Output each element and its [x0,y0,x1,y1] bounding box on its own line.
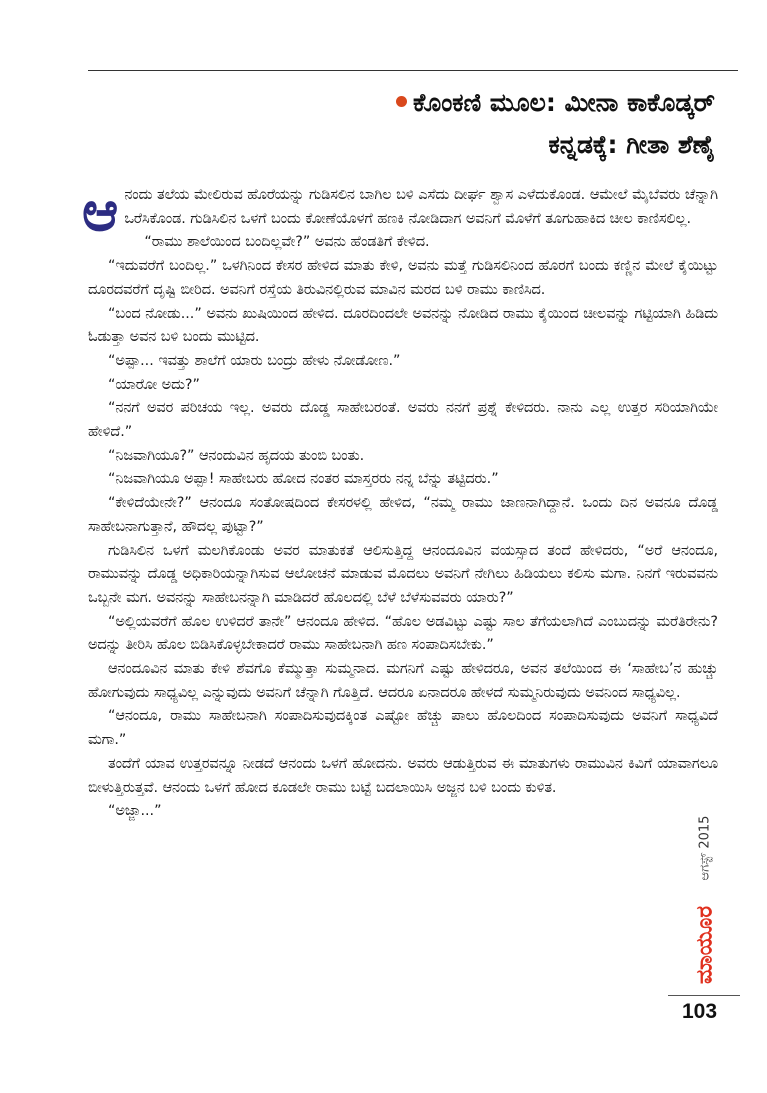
story-paragraph: ಆನಂದೂವಿನ ಮಾತು ಕೇಳಿ ಶೆವಗೊ ಕೆಮ್ಮುತ್ತಾ ಸುಮ್ಮನಾದ. ಮಗನಿಗೆ ಎಷ್ಟು ಹೇಳಿದರೂ, ಅವನ ತಲೆಯಿಂದ ಈ ‘ಸಾಹೇಬ’ನ ಹುಚ್ಚು ಹೋಗುವುದು ಸಾಧ್ಯವಿಲ್ಲ ಎನ್ನುವುದು ಅವನಿಗೆ ಚೆನ್ನಾಗಿ ಗೊತ್ತಿದೆ. ಆದರೂ ಏನಾದರೂ ಹೇಳದೆ ಸುಮ್ಮನಿರುವುದು ಅವನಿಂದ ಸಾಧ್ಯವಿಲ್ಲ. [88,661,718,701]
story-paragraph: “ನನಗೆ ಅವರ ಪರಿಚಯ ಇಲ್ಲ. ಅವರು ದೊಡ್ಡ ಸಾಹೇಬರಂತೆ. ಅವರು ನನಗೆ ಪ್ರಶ್ನೆ ಕೇಳಿದರು. ನಾನು ಎಲ್ಲ ಉತ್ತರ ಸರಿಯಾಗಿಯೇ ಹೇಳಿದೆ.” [88,400,718,441]
magazine-logo: ಮಾಯೂರ [692,906,718,984]
story-paragraph: “ನಿಜವಾಗಿಯೂ?” ಆನಂದುವಿನ ಹೃದಯ ತುಂಬಿ ಬಂತು. [108,447,365,464]
bullet-icon [396,96,407,107]
author-text: ಕೊಂಕಣಿ ಮೂಲ: ಮೀನಾ ಕಾಕೊಡ್ಕರ್ [413,88,715,117]
story-paragraph: “ಅಜ್ಜಾ...” [108,803,162,820]
story-paragraph: “ಅಪ್ಪಾ... ಇವತ್ತು ಶಾಲೆಗೆ ಯಾರು ಬಂದ್ರು ಹೇಳು ನೋಡೋಣ.” [108,352,401,369]
story-body [82,179,718,824]
story-paragraph: “ಯಾರೋ ಅದು?” [108,376,200,393]
story-paragraph: “ಅಲ್ಲಿಯವರೆಗೆ ಹೊಲ ಉಳಿದರೆ ತಾನೇ” ಆನಂದೂ ಹೇಳಿದ. “ಹೊಲ ಅಡವಿಟ್ಟು ಎಷ್ಟು ಸಾಲ ತೆಗೆಯಲಾಗಿದೆ ಎಂಬುದನ್ನು ಮರೆತಿರೇನು? ಅದನ್ನು ತೀರಿಸಿ ಹೊಲ ಬಿಡಿಸಿಕೊಳ್ಳಬೇಕಾದರೆ ರಾಮು ಸಾಹೇಬನಾಗಿ ಹಣ ಸಂಪಾದಿಸಬೇಕು.” [88,613,718,654]
story-paragraph: ತಂದೆಗೆ ಯಾವ ಉತ್ತರವನ್ನೂ ನೀಡದೆ ಆನಂದು ಒಳಗೆ ಹೋದನು. ಅವರು ಆಡುತ್ತಿರುವ ಈ ಮಾತುಗಳು ರಾಮುವಿನ ಕಿವಿಗೆ ಯಾವಾಗಲೂ ಬೀಳುತ್ತಿರುತ್ತವೆ. ಆನಂದು ಒಳಗೆ ಹೋದ ಕೂಡಲೇ ರಾಮು ಬಟ್ಟೆ ಬದಲಾಯಿಸಿ ಅಜ್ಜನ ಬಳಿ ಬಂದು ಕುಳಿತ. [88,755,718,796]
story-paragraph: ಗುಡಿಸಿಲಿನ ಒಳಗೆ ಮಲಗಿಕೊಂಡು ಅವರ ಮಾತುಕತೆ ಆಲಿಸುತ್ತಿದ್ದ ಆನಂದೂವಿನ ವಯಸ್ಸಾದ ತಂದೆ ಹೇಳಿದರು, “ಅರೆ ಆನಂದೂ, ರಾಮುವನ್ನು ದೊಡ್ಡ ಅಧಿಕಾರಿಯನ್ನಾಗಿಸುವ ಆಲೋಚನೆ ಮಾಡುವ ಮೊದಲು ಅವನಿಗೆ ನೇಗಿಲು ಹಿಡಿಯಲು ಕಲಿಸು ಮಗಾ. ನಿನಗೆ ಇರುವವನು ಒಬ್ಬನೇ ಮಗ. ಅವನನ್ನು ಸಾಹೇಬನನ್ನಾಗಿ ಮಾಡಿದರೆ ಹೊಲದಲ್ಲಿ ಬೆಳೆ ಬೆಳೆಸುವವರು ಯಾರು?” [88,542,718,606]
story-paragraph: “ಕೇಳಿದೆಯೇನೇ?” ಆನಂದೂ ಸಂತೋಷದಿಂದ ಕೇಸರಳಲ್ಲಿ ಹೇಳಿದ, “ನಮ್ಮ ರಾಮು ಜಾಣನಾಗಿದ್ದಾನೆ. ಒಂದು ದಿನ ಅವನೂ ದೊಡ್ಡ ಸಾಹೇಬನಾಗುತ್ತಾನೆ, ಹೌದಲ್ಲ ಪುಟ್ಟಾ?” [88,495,718,535]
story-paragraph: “ಬಂದ ನೋಡು...” ಅವನು ಖುಷಿಯಿಂದ ಹೇಳಿದ. ದೂರದಿಂದಲೇ ಅವನನ್ನು ನೋಡಿದ ರಾಮು ಕೈಯಿಂದ ಚೀಲವನ್ನು ಗಟ್ಟಿಯಾಗಿ ಹಿಡಿದು ಓಡುತ್ತಾ ಅವನ ಬಳಿ ಬಂದು ಮುಟ್ಟಿದ. [88,305,718,346]
story-paragraph: “ಆನಂದೂ, ರಾಮು ಸಾಹೇಬನಾಗಿ ಸಂಪಾದಿಸುವುದಕ್ಕಿಂತ ಎಷ್ಟೋ ಹೆಚ್ಚು ಪಾಲು ಹೊಲದಿಂದ ಸಂಪಾದಿಸುವುದು ಅವನಿಗೆ ಸಾಧ್ಯವಿದೆ ಮಗಾ.” [88,708,718,749]
translator-line: ಕನ್ನಡಕ್ಕೆ: ಗೀತಾ ಶೆಣೈ [548,130,715,159]
issue-date: ಆಗಸ್ಟ್ 2015 [697,815,713,881]
page-number: 103 [682,1000,718,1023]
top-divider [88,70,738,71]
author-line [396,88,715,118]
story-paragraph: “ಇದುವರೆಗೆ ಬಂದಿಲ್ಲ.” ಒಳಗಿನಿಂದ ಕೇಸರ ಹೇಳಿದ ಮಾತು ಕೇಳಿ, ಅವನು ಮತ್ತೆ ಗುಡಿಸಲಿನಿಂದ ಹೊರಗೆ ಬಂದು ಕಣ್ಣಿನ ಮೇಲೆ ಕೈಯಿಟ್ಟು ದೂರದವರೆಗೆ ದೃಷ್ಟಿ ಬೀರಿದ. ಅವನಿಗೆ ರಸ್ತೆಯ ತಿರುವಿನಲ್ಲಿರುವ ಮಾವಿನ ಮರದ ಬಳಿ ರಾಮು ಕಾಣಿಸಿದ. [88,258,718,298]
story-paragraph: “ರಾಮು ಶಾಲೆಯಿಂದ ಬಂದಿಲ್ಲವೇ?” ಅವನು ಹೆಂಡತಿಗೆ ಕೇಳಿದ. [144,234,430,251]
story-paragraph: “ನಿಜವಾಗಿಯೂ ಅಪ್ಪಾ! ಸಾಹೇಬರು ಹೋದ ನಂತರ ಮಾಸ್ತರರು ನನ್ನ ಬೆನ್ನು ತಟ್ಟಿದರು.” [108,471,499,488]
story-paragraph: ಆನಂದು ತಲೆಯ ಮೇಲಿರುವ ಹೊರೆಯನ್ನು ಗುಡಿಸಲಿನ ಬಾಗಿಲ ಬಳಿ ಎಸೆದು ದೀರ್ಘ ಶ್ವಾಸ ಎಳೆದುಕೊಂಡ. ಆಮೇಲೆ ಮೈಬೆವರು ಚೆನ್ನಾಗಿ ಒರೆಸಿಕೊಂಡ. ಗುಡಿಸಿಲಿನ ಒಳಗೆ ಬಂದು ಕೋಣೆಯೊಳಗೆ ಹಣಕಿ ನೋಡಿದಾಗ ಅವನಿಗೆ ಮೊಳೆಗೆ ತೂಗುಹಾಕಿದ ಚೀಲ ಕಾಣಿಸಲಿಲ್ಲ. [82,179,718,243]
footer-divider [668,995,740,996]
drop-cap: ಆ [82,179,119,243]
